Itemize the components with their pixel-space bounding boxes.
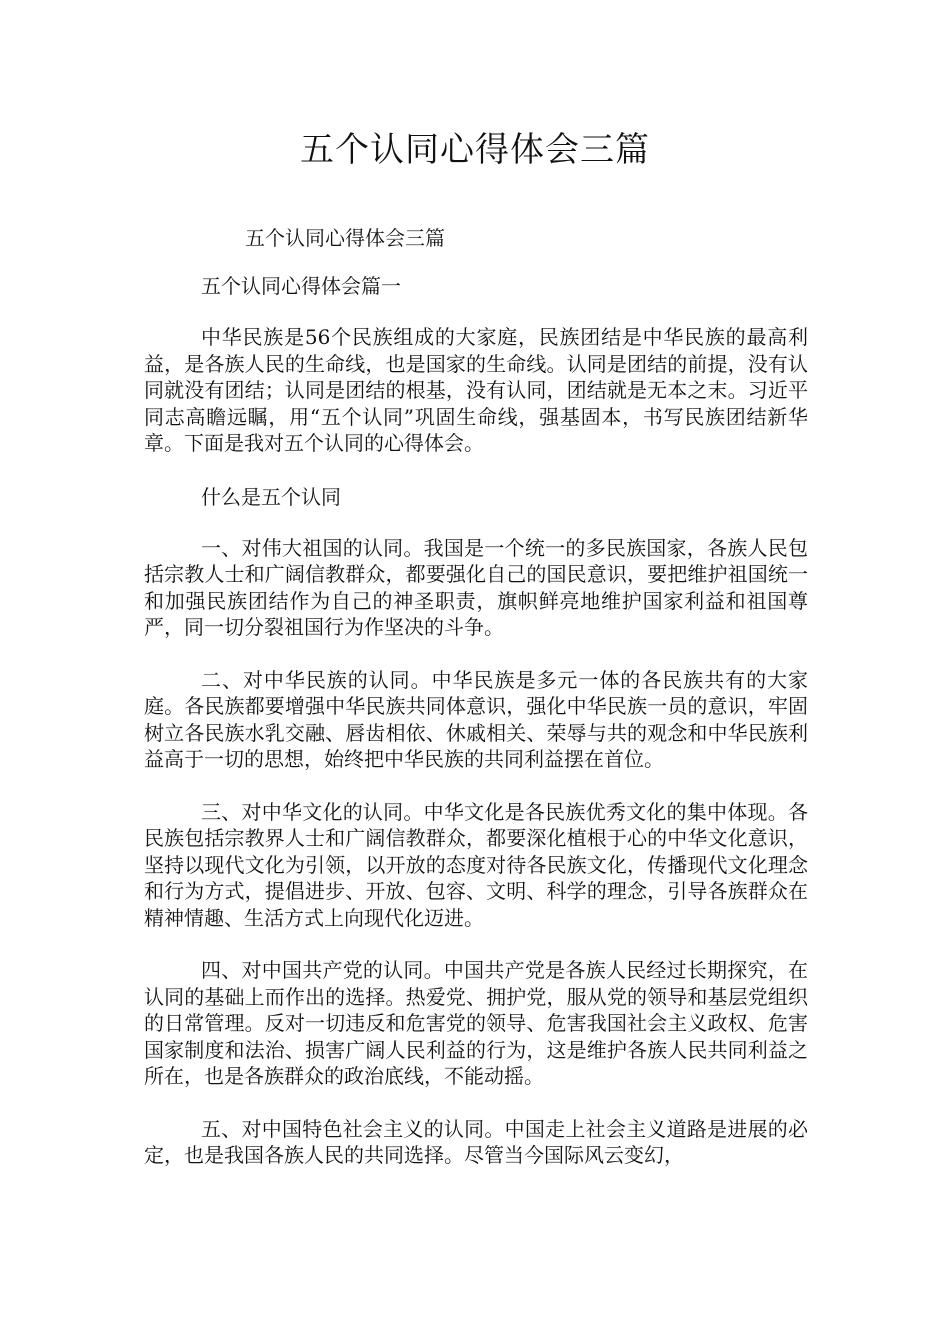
intro-paragraph: 中华民族是56个民族组成的大家庭，民族团结是中华民族的最高利益，是各族人民的生命线，也是国家的生命线。认同是团结的前提，没有认同就没有团结；认同是团结的根基，没有认同，团结就是无本之末。习近平同志高瞻远瞩，用“五个认同”巩固生命线，强基固本，书写民族团结新华章。下面是我对五个认同的心得体会。 (144, 325, 808, 455)
what-heading: 什么是五个认同 (201, 484, 341, 509)
point-paragraph-5: 五、对中国特色社会主义的认同。中国走上社会主义道路是进展的必定，也是我国各族人民的共同选择。尽管当今国际风云变幻， (144, 1116, 808, 1167)
document-body (144, 272, 808, 1195)
point-paragraph-1: 一、对伟大祖国的认同。我国是一个统一的多民族国家，各族人民包括宗教人士和广阔信教群众，都要强化自己的国民意识，要把维护祖国统一和加强民族团结作为自己的神圣职责，旗帜鲜亮地维护国家利益和祖国尊严，同一切分裂祖国行为作坚决的斗争。 (144, 535, 808, 639)
point-paragraph-4: 四、对中国共产党的认同。中国共产党是各族人民经过长期探究，在认同的基础上而作出的选择。热爱党、拥护党，服从党的领导和基层党组织的日常管理。反对一切违反和危害党的领导、危害我国社会主义政权、危害国家制度和法治、损害广阔人民利益的行为，这是维护各族人民共同利益之所在，也是各族群众的政治底线，不能动摇。 (144, 958, 808, 1088)
document-title: 五个认同心得体会三篇 (300, 130, 650, 170)
section-heading: 五个认同心得体会篇一 (201, 274, 401, 298)
point-paragraph-3: 三、对中华文化的认同。中华文化是各民族优秀文化的集中体现。各民族包括宗教界人士和广阔信教群众，都要深化植根于心的中华文化意识，坚持以现代文化为引领，以开放的态度对待各民族文化，传播现代文化理念和行为方式，提倡进步、开放、包容、文明、科学的理念，引导各族群众在精神情趣、生活方式上向现代化迈进。 (144, 799, 808, 930)
point-paragraph-2: 二、对中华民族的认同。中华民族是多元一体的各民族共有的大家庭。各民族都要增强中华民族共同体意识，强化中华民族一员的意识，牢固树立各民族水乳交融、唇齿相依、休戚相关、荣辱与共的观念和中华民族利益高于一切的思想，始终把中华民族的共同利益摆在首位。 (144, 667, 808, 771)
document-subtitle: 五个认同心得体会三篇 (245, 226, 445, 250)
